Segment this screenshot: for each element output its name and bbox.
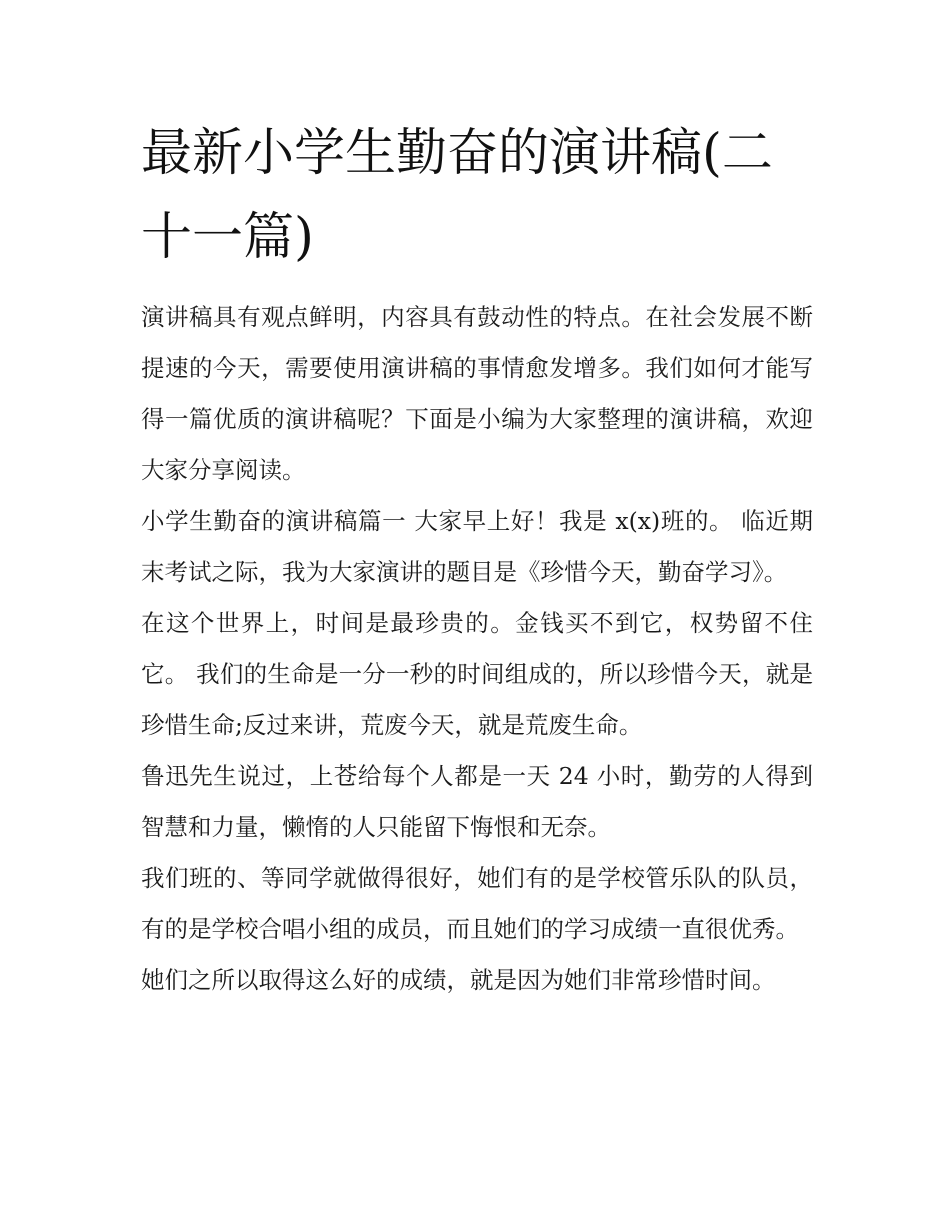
paragraph-cherish-time: 她们之所以取得这么好的成绩，就是因为她们非常珍惜时间。	[141, 966, 776, 994]
paragraph-time-precious: 在这个世界上，时间是最珍贵的。金钱买不到它，权势留不住它。 我们的生命是一分一秒的时间组成的，所以珍惜今天，就是珍惜生命;反过来讲，荒废今天，就是荒废生命。	[141, 609, 813, 739]
paragraph-classmates-example: 我们班的、等同学就做得很好，她们有的是学校管乐队的队员，有的是学校合唱小组的成员，而且她们的学习成绩一直很优秀。	[141, 864, 813, 943]
paragraph-luxun-quote: 鲁迅先生说过，上苍给每个人都是一天 24 小时，勤劳的人得到智慧和力量，懒惰的人只能留下悔恨和无奈。	[141, 762, 813, 841]
document-body	[141, 112, 813, 1006]
paragraph-intro: 演讲稿具有观点鲜明，内容具有鼓动性的特点。在社会发展不断提速的今天，需要使用演讲稿的事情愈发增多。我们如何才能写得一篇优质的演讲稿呢？下面是小编为大家整理的演讲稿，欢迎大家分享阅读。	[141, 303, 813, 484]
document-title: 最新小学生勤奋的演讲稿(二十一篇)	[141, 124, 773, 267]
paragraph-speech-opening: 小学生勤奋的演讲稿篇一 大家早上好！我是 x(x)班的。 临近期末考试之际，我为大家演讲的题目是《珍惜今天，勤奋学习》。	[141, 507, 813, 586]
